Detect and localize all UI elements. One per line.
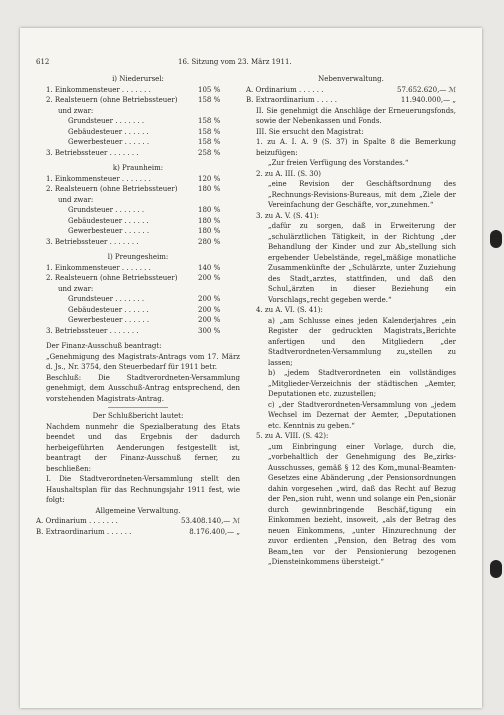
- item-4c: c) „der Stadtverordneten-Versammlung von „jedem Wechsel im Dezernat der Aemter, „Deputationen etc. Kenntnis zu geben.“: [268, 400, 456, 430]
- row-value: 200 %: [198, 305, 221, 314]
- resolution-iii: III. Sie ersucht den Magistrat:: [256, 127, 364, 136]
- row-label: 1. Einkommensteuer . . . . . . .: [46, 174, 151, 183]
- section-heading: k) Praunheim:: [112, 164, 164, 172]
- row-label: Grundsteuer . . . . . . .: [68, 117, 145, 125]
- item-4b: b) „jedem Stadtverordneten ein vollständiges „Mitglieder-Verzeichnis der städtischen „Aemter, Deputationen etc. zuzustellen;: [268, 369, 456, 398]
- row-label: Grundsteuer . . . . . . .: [68, 206, 145, 214]
- section-heading: l) Preungesheim:: [107, 253, 169, 261]
- row-label: Gewerbesteuer . . . . . .: [68, 316, 150, 324]
- amount-value: 53.408.140,— ℳ: [180, 517, 240, 525]
- row-label: Grundsteuer . . . . . . .: [68, 295, 145, 303]
- amount-value: 57.652.620,— ℳ: [396, 85, 456, 94]
- nebenverwaltung-heading: Nebenverwaltung.: [318, 75, 384, 83]
- amount-value: 11.940.000,— „: [400, 96, 456, 104]
- finanz-intro: Der Finanz-Ausschuß beantragt:: [46, 342, 162, 350]
- row-label: 2. Realsteuern (ohne Betriebssteuer): [46, 185, 178, 193]
- row-value: 180 %: [198, 227, 221, 235]
- row-value: 200 %: [198, 295, 221, 303]
- item-2-head: 2. zu A. III. (S. 30): [256, 169, 321, 178]
- row-label: 1. Einkommensteuer . . . . . . .: [46, 263, 151, 272]
- amount-value: 8.176.400,— „: [189, 527, 240, 536]
- section-heading: i) Niederursel:: [112, 75, 164, 83]
- right-column: [246, 74, 456, 568]
- row-label: 2. Realsteuern (ohne Betriebssteuer): [46, 96, 178, 104]
- beschluss: Beschluß: Die Stadtverordneten-Versammlung genehmigt, dem Ausschuß-Antrag entsprechend, den vorstehenden Magistrats-Antrag.: [46, 373, 240, 403]
- item-4-head: 4. zu A. VI. (S. 41):: [256, 306, 323, 314]
- page-title: 16. Sitzung vom 23. März 1911.: [178, 58, 292, 66]
- finanz-quote: „Genehmigung des Magistrats-Antrags vom 17. März d. Js., Nr. 3754, den Steuerbedarf für 1911 betr.: [46, 352, 240, 371]
- amount-label: A. Ordinarium . . . . . .: [246, 85, 324, 94]
- item-1-quote: „Zur freien Verfügung des Vorstandes.“: [268, 159, 409, 167]
- row-value: 180 %: [198, 206, 221, 214]
- row-value: 158 %: [198, 96, 221, 104]
- row-value: 158 %: [198, 138, 221, 146]
- row-value: 158 %: [198, 127, 221, 136]
- row-label: Gebäudesteuer . . . . . .: [68, 305, 149, 314]
- section-preungesheim: [36, 252, 240, 336]
- item-4a: a) „am Schlusse eines jeden Kalenderjahres „ein Register der gedruckten Magistrats„Berichte anfertigen und den Mitgliedern „der Stadtverordneten-Versammlung zu„stellen zu lassen;: [268, 316, 456, 367]
- row-label: 2. Realsteuern (ohne Betriebssteuer): [46, 274, 178, 282]
- row-label: Gebäudesteuer . . . . . .: [68, 216, 149, 225]
- row-label: 1. Einkommensteuer . . . . . . .: [46, 85, 151, 94]
- binder-hole-bottom: [490, 560, 502, 578]
- row-value: 200 %: [198, 316, 221, 324]
- page-number: 612: [36, 58, 50, 66]
- item-3-quote: „dafür zu sorgen, daß in Erweiterung der „schulärztlichen Tätigkeit, in der Richtung „der Behandlung der Kinder und zur Ab„stellung sich ergebender Uebelstände, regel„mäßige monatliche Zusammenkünfte der „Schulärzte, unter Zuziehung des Stadt„arztes, stattfinden, und daß den Schul„ärzten in dieser Beziehung ein Vorschlags„recht gegeben werde.“: [268, 222, 456, 304]
- resolution: I. Die Stadtverordneten-Versammlung stellt den Haushaltsplan für das Rechnungsjahr 1911 fest, wie folgt:: [46, 475, 240, 504]
- section-praunheim: [36, 163, 240, 247]
- item-5-quote: „um Einbringung einer Vorlage, durch die, „vorbehaltlich der Genehmigung des Be„zirks-Ausschusses, gemäß § 12 des Kom„munal-Beamten-Gesetzes eine Abänderung „der Pensionsordnungen dahin vorgesehen „wird, daß das Recht auf Bezug der Pen„sion ruht, wenn und solange ein Pen„sionär durch gewinnbringende Beschäf„tigung ein Einkommen bezieht, insoweit, „als der Betrag des neuen Einkommens, „unter Hinzurechnung der zuvor erdienten „Pension, den Betrag des vom Beam„ten vor der Pensionierung bezogenen „Diensteinkommens übersteigt.“: [268, 442, 456, 566]
- resolution-ii: II. Sie genehmigt die Anschläge der Erneuerungsfonds, sowie der Nebenkassen und Fonds.: [256, 106, 456, 125]
- item-2-quote: „eine Revision der Geschäftsordnung des „Rechnungs-Revisions-Bureaus, mit dem „Ziele der Vereinfachung der Geschäfte, vor„zunehmen.“: [268, 180, 456, 209]
- row-value: 180 %: [198, 216, 221, 225]
- row-value: 180 %: [198, 185, 221, 193]
- divider: [108, 407, 168, 408]
- section-niederursel: [36, 74, 240, 158]
- item-1-head: 1. zu A. I. A. 9 (S. 37) in Spalte 8 die Bemerkung beizufügen:: [256, 138, 456, 157]
- row-label: und zwar:: [58, 106, 94, 115]
- item-5-head: 5. zu A. VIII. (S. 42):: [256, 432, 329, 440]
- row-value: 258 %: [198, 148, 221, 157]
- row-value: 200 %: [198, 274, 221, 282]
- row-label: 3. Betriebssteuer . . . . . . .: [46, 237, 139, 246]
- allgemeine-heading: Allgemeine Verwaltung.: [95, 506, 181, 515]
- amount-label: B. Extraordinarium . . . . . .: [36, 527, 132, 536]
- row-value: 300 %: [198, 326, 221, 335]
- item-3-head: 3. zu A. V. (S. 41):: [256, 211, 319, 220]
- row-label: und zwar:: [58, 195, 94, 204]
- row-label: Gewerbesteuer . . . . . .: [68, 227, 150, 235]
- row-label: und zwar:: [58, 284, 94, 293]
- left-column: [36, 74, 240, 537]
- row-label: Gebäudesteuer . . . . . .: [68, 127, 149, 136]
- row-label: 3. Betriebssteuer . . . . . . .: [46, 148, 139, 157]
- schluss-intro: Der Schlußbericht lautet:: [92, 412, 184, 420]
- schluss-text: Nachdem nunmehr die Spezialberatung des Etats beendet und das Ergebnis der dadurch herbeigeführten Aenderungen festgestellt ist, beantragt der Finanz-Ausschuß ferner, zu beschließen:: [46, 422, 240, 473]
- row-value: 158 %: [198, 117, 221, 125]
- row-label: 3. Betriebssteuer . . . . . . .: [46, 326, 139, 335]
- row-value: 280 %: [198, 237, 221, 246]
- row-value: 120 %: [198, 174, 221, 183]
- amount-label: A. Ordinarium . . . . . . .: [36, 517, 118, 525]
- row-value: 105 %: [198, 85, 221, 94]
- row-label: Gewerbesteuer . . . . . .: [68, 138, 150, 146]
- amount-label: B. Extraordinarium . . . . .: [246, 96, 337, 104]
- binder-hole-top: [490, 230, 502, 248]
- row-value: 140 %: [198, 263, 221, 272]
